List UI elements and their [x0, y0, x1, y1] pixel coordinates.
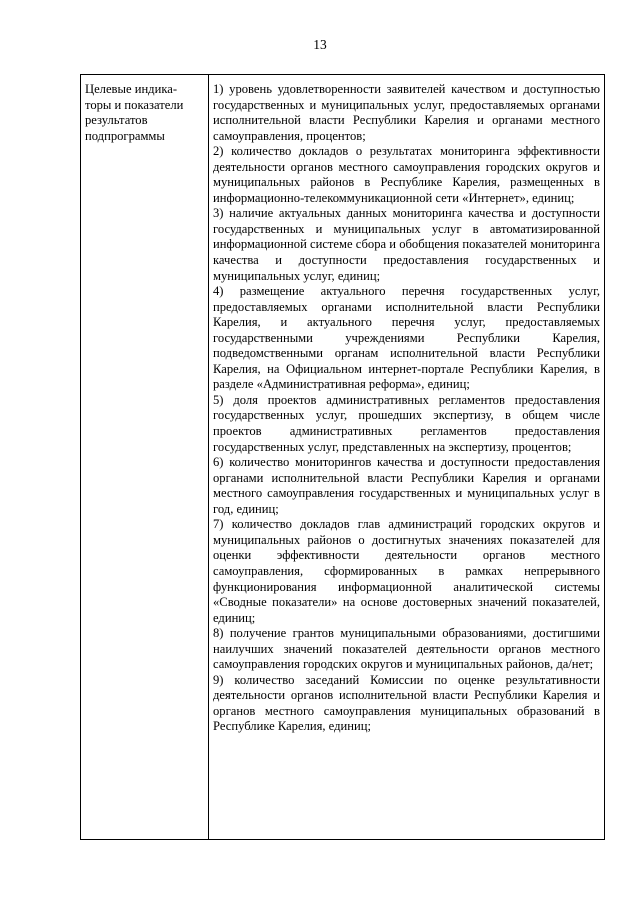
row-label-line: торы и показатели	[85, 97, 184, 112]
page-number: 13	[313, 37, 327, 52]
indicator-item: 3) наличие актуальных данных мониторинга качества и доступности государственных и муниципальных услуг в автоматизированной информационной системе сбора и обобщения показателей мониторинга качества и доступности предоставления государственных и муниципальных услуг, единиц;	[213, 206, 600, 283]
indicator-item: 1) уровень удовлетворенности заявителей качеством и доступностью государственных и муниципальных услуг, предоставляемых органами исполнительной власти Республики Карелия и органами местного самоуправления, процентов;	[213, 82, 600, 143]
content-cell	[209, 75, 605, 840]
indicator-item: 4) размещение актуального перечня государственных услуг, предоставляемых органами исполнительной власти Республики Карелия, и актуального перечня услуг, предоставляемых государственными учреждениями Республики Карелия, подведомственными органам исполнительной власти Республики Карелия, на Официальном интернет-портале Республики Карелия, в разделе «Административная реформа», единиц;	[213, 284, 600, 392]
indicator-item: 8) получение грантов муниципальными образованиями, достигшими наилучших значений показателей деятельности органов местного самоуправления городских округов и муниципальных районов, да/нет;	[213, 626, 600, 672]
indicator-item: 5) доля проектов административных регламентов предоставления государственных услуг, прошедших экспертизу, в общем числе проектов административных регламентов предоставления государственных услуг, представленных на экспертизу, процентов;	[213, 392, 600, 454]
row-label	[81, 75, 208, 144]
program-indicators-table	[80, 74, 605, 840]
row-label-line: подпрограммы	[85, 128, 165, 143]
row-label-line: результатов	[85, 113, 148, 128]
indicator-item: 7) количество докладов глав администраций городских округов и муниципальных районов о достигнутых значениях показателей для оценки эффективности деятельности органов местного самоуправления, сформированных в рамках непрерывного функционирования информационной аналитической системы «Сводные показатели» на основе достоверных значений показателей, единиц;	[213, 517, 600, 625]
indicator-item: 6) количество мониторингов качества и доступности предоставления органами исполнительной власти Республики Карелия и органами местного самоуправления государственных и муниципальных услуг в год, единиц;	[213, 455, 600, 516]
label-cell	[81, 75, 209, 840]
table-row	[81, 75, 605, 840]
indicator-item: 9) количество заседаний Комиссии по оценке результативности деятельности органов исполнительной власти Республики Карелия и органов местного самоуправления муниципальных образований в Республике Карелия, единиц;	[213, 672, 600, 734]
indicator-list	[209, 75, 604, 735]
row-label-line: Целевые индика-	[85, 82, 178, 96]
indicator-item: 2) количество докладов о результатах мониторинга эффективности деятельности органов местного самоуправления городских округов и муниципальных районов в Республике Карелия, размещенных в информационно-телекоммуникационной сети «Интернет», единиц;	[213, 144, 600, 205]
